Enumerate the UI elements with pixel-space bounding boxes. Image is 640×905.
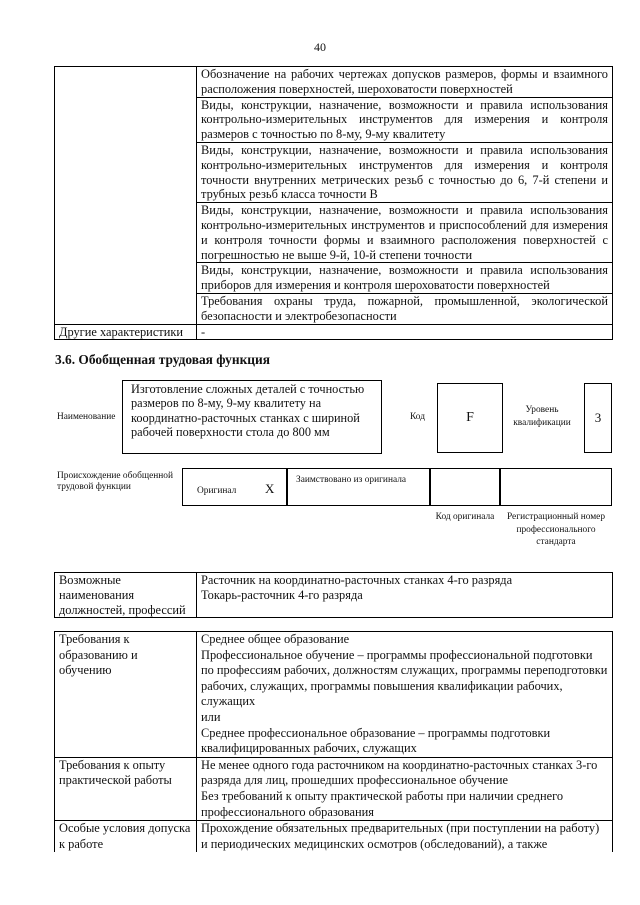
registration-number-caption: Регистрационный номер профессионального стандарта bbox=[506, 512, 606, 547]
requirements-table bbox=[54, 631, 613, 852]
position-item: Токарь-расточник 4-го разряда bbox=[201, 587, 363, 602]
other-characteristics-value: - bbox=[197, 324, 613, 340]
other-characteristics-label: Другие характеристики bbox=[55, 324, 197, 340]
page-number: 40 bbox=[314, 40, 326, 54]
knowledge-item: Виды, конструкции, назначение, возможности и правила использования приборов для измерения и контроля шероховатости поверхностей bbox=[197, 263, 613, 294]
education-item: или bbox=[201, 709, 221, 724]
experience-values bbox=[197, 757, 613, 820]
experience-label: Требования к опыту практической работы bbox=[55, 757, 197, 820]
knowledge-table bbox=[54, 66, 613, 340]
section-title: 3.6. Обобщенная трудовая функция bbox=[55, 352, 270, 367]
special-conditions-item: Прохождение обязательных предварительных (при поступлении на работу) и периодических медицинских осмотров (обследований), а также bbox=[201, 821, 600, 851]
original-label: Оригинал bbox=[197, 486, 237, 496]
education-item: Профессиональное обучение – программы профессиональной подготовки по профессиям рабочих, должностям служащих, программы переподготовки рабочих, служащих, программы повышения квалификации рабочих, служащих bbox=[201, 647, 608, 709]
knowledge-label-cell bbox=[55, 67, 197, 325]
function-name-value: Изготовление сложных деталей с точностью размеров по 8-му, 9-му квалитету на координатно-расточных станках с шириной рабочей поверхности стола до 800 мм bbox=[122, 380, 382, 454]
borrowed-label: Заимствовано из оригинала bbox=[287, 468, 430, 506]
position-item: Расточник на координатно-расточных станках 4-го разряда bbox=[201, 573, 513, 587]
origin-row bbox=[182, 468, 612, 506]
original-mark-cell bbox=[257, 468, 287, 506]
positions-label: Возможные наименования должностей, профессий bbox=[55, 573, 197, 618]
education-item: Среднее профессиональное образование – программы подготовки квалифицированных рабочих, служащих bbox=[201, 725, 551, 756]
education-values bbox=[197, 632, 613, 758]
knowledge-item: Обозначение на рабочих чертежах допусков размеров, формы и взаимного расположения поверхностей, шероховатости поверхностей bbox=[197, 67, 613, 98]
level-value: 3 bbox=[584, 383, 612, 453]
code-value: F bbox=[437, 383, 503, 453]
original-code-cell bbox=[430, 468, 500, 506]
experience-item: Без требований к опыту практической работы при наличии среднего профессионального образования bbox=[201, 788, 564, 819]
code-label: Код bbox=[410, 412, 425, 422]
knowledge-item: Виды, конструкции, назначение, возможности и правила использования контрольно-измерительных инструментов для измерения и контроля размеров с точностью по 8-му, 9-му квалитету bbox=[197, 97, 613, 142]
experience-item: Не менее одного года расточником на координатно-расточных станках 3-го разряда для лиц, прошедших профессиональное обучение bbox=[201, 757, 598, 788]
knowledge-item: Виды, конструкции, назначение, возможности и правила использования контрольно-измерительных инструментов для измерения и контроля точности внутренних метрических резьб с точностью до 6, 7-й степени и трубных резьб класса точности В bbox=[197, 142, 613, 202]
positions-table bbox=[54, 572, 613, 618]
registration-number-cell bbox=[500, 468, 612, 506]
name-label: Наименование bbox=[57, 412, 116, 422]
education-item: Среднее общее образование bbox=[201, 632, 350, 646]
original-mark: X bbox=[265, 481, 275, 496]
knowledge-item: Требования охраны труда, пожарной, промышленной, экологической безопасности и электробезопасности bbox=[197, 293, 613, 324]
special-conditions-label: Особые условия допуска к работе bbox=[55, 821, 197, 853]
original-code-caption: Код оригинала bbox=[435, 512, 495, 522]
special-conditions-values bbox=[197, 821, 613, 853]
origin-label: Происхождение обобщенной трудовой функции bbox=[57, 471, 173, 492]
education-label: Требования к образованию и обучению bbox=[55, 632, 197, 758]
level-label: Уровень квалификации bbox=[513, 405, 571, 428]
knowledge-item: Виды, конструкции, назначение, возможности и правила использования контрольно-измерительных инструментов и приспособлений для измерения и контроля точности формы и взаимного расположения поверхностей с погрешностью не выше 9-й, 10-й степени точности bbox=[197, 203, 613, 263]
positions-values bbox=[197, 573, 613, 618]
